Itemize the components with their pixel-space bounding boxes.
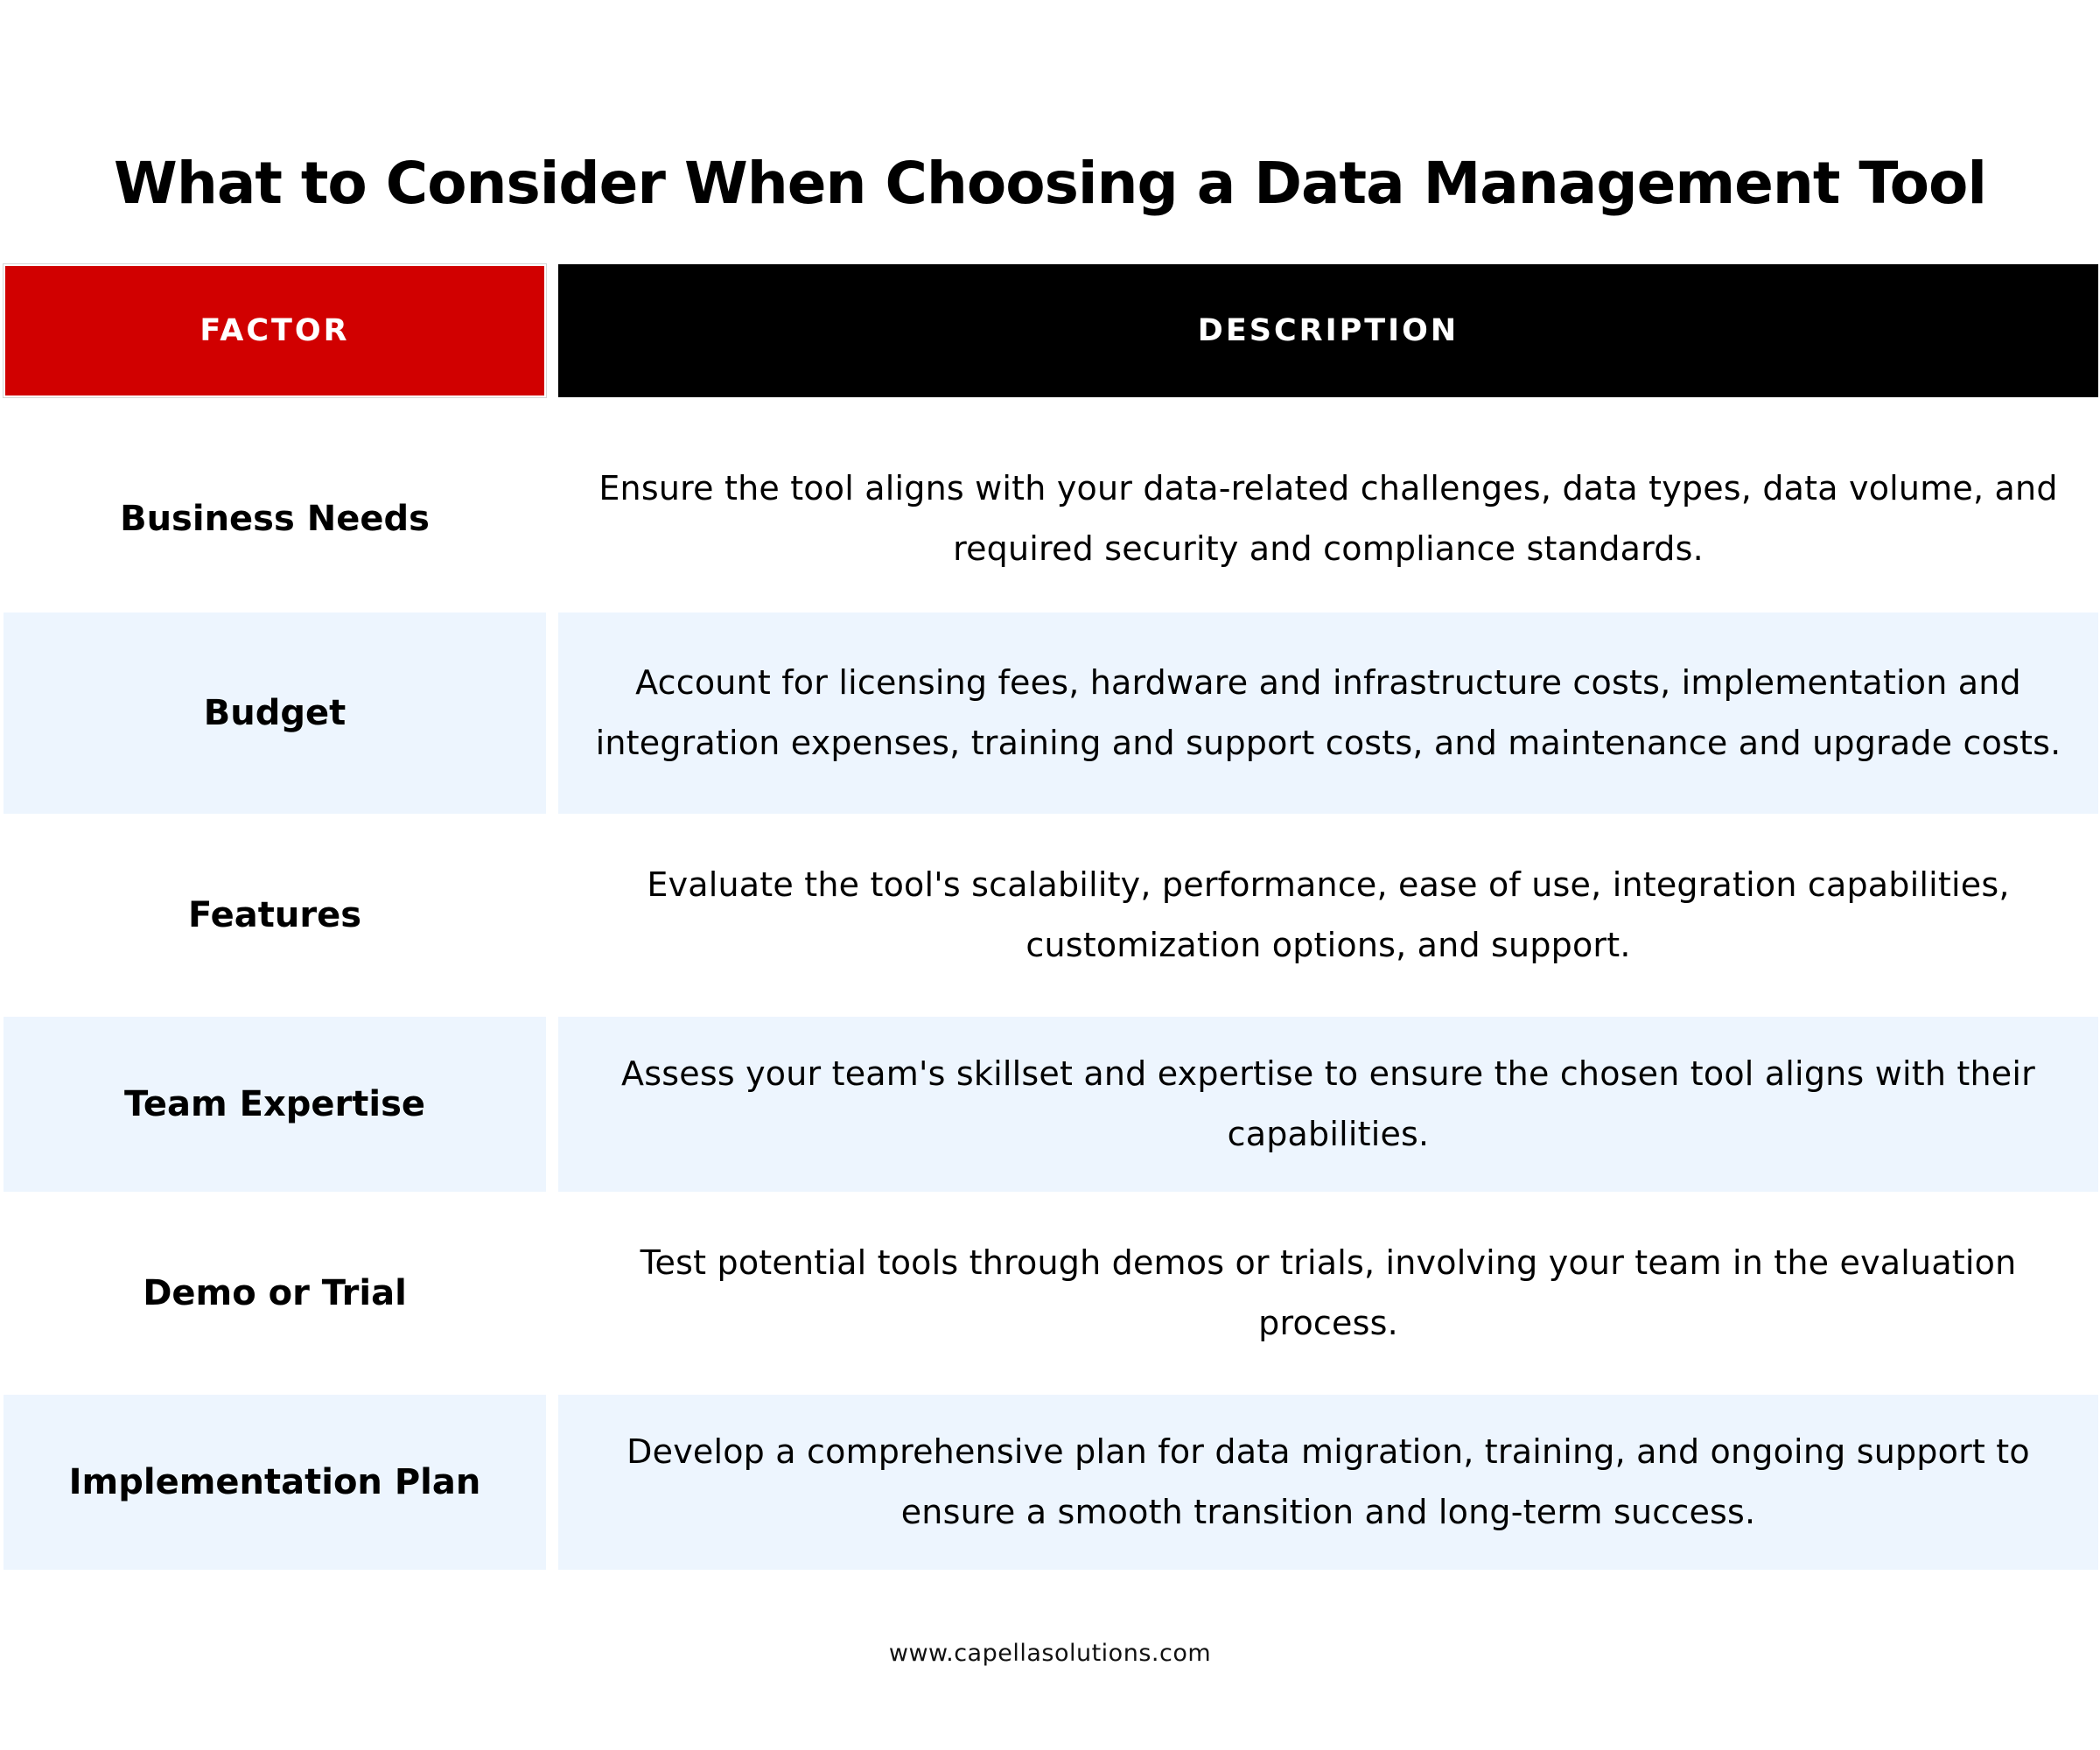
table-row	[4, 612, 2098, 814]
description-cell: Test potential tools through demos or trials, involving your team in the evaluation process.	[640, 1243, 2017, 1342]
description-cell: Develop a comprehensive plan for data migration, training, and ongoing support to ensure a smooth transition and long-term success.	[558, 1395, 2098, 1570]
table-row	[4, 425, 2098, 612]
page-title: What to Consider When Choosing a Data Management Tool	[114, 150, 1986, 217]
factor-cell: Business Needs	[120, 499, 430, 539]
description-column-header: DESCRIPTION	[558, 264, 2098, 397]
factor-cell: Budget	[4, 612, 546, 814]
factor-cell: Features	[187, 895, 362, 935]
factors-table	[4, 264, 2098, 1570]
factor-cell: Demo or Trial	[143, 1273, 407, 1313]
description-cell: Ensure the tool aligns with your data-related challenges, data types, data volume, and required security and compliance standards.	[598, 469, 2058, 568]
description-cell: Account for licensing fees, hardware and infrastructure costs, implementation and integration expenses, training and support costs, and maintenance and upgrade costs.	[558, 612, 2098, 814]
table-row	[4, 1395, 2098, 1570]
description-cell: Assess your team's skillset and expertise to ensure the chosen tool aligns with their capabilities.	[558, 1017, 2098, 1192]
factor-column-header: FACTOR	[4, 264, 546, 397]
table-row	[4, 814, 2098, 1017]
description-cell: Evaluate the tool's scalability, performance, ease of use, integration capabilities, customization options, and support.	[647, 865, 2010, 964]
table-header-row	[4, 264, 2098, 397]
footer-url: www.capellasolutions.com	[888, 1640, 1212, 1667]
factor-cell: Team Expertise	[4, 1017, 546, 1192]
factor-cell: Implementation Plan	[4, 1395, 546, 1570]
table-row	[4, 1017, 2098, 1192]
table-row	[4, 1192, 2098, 1395]
